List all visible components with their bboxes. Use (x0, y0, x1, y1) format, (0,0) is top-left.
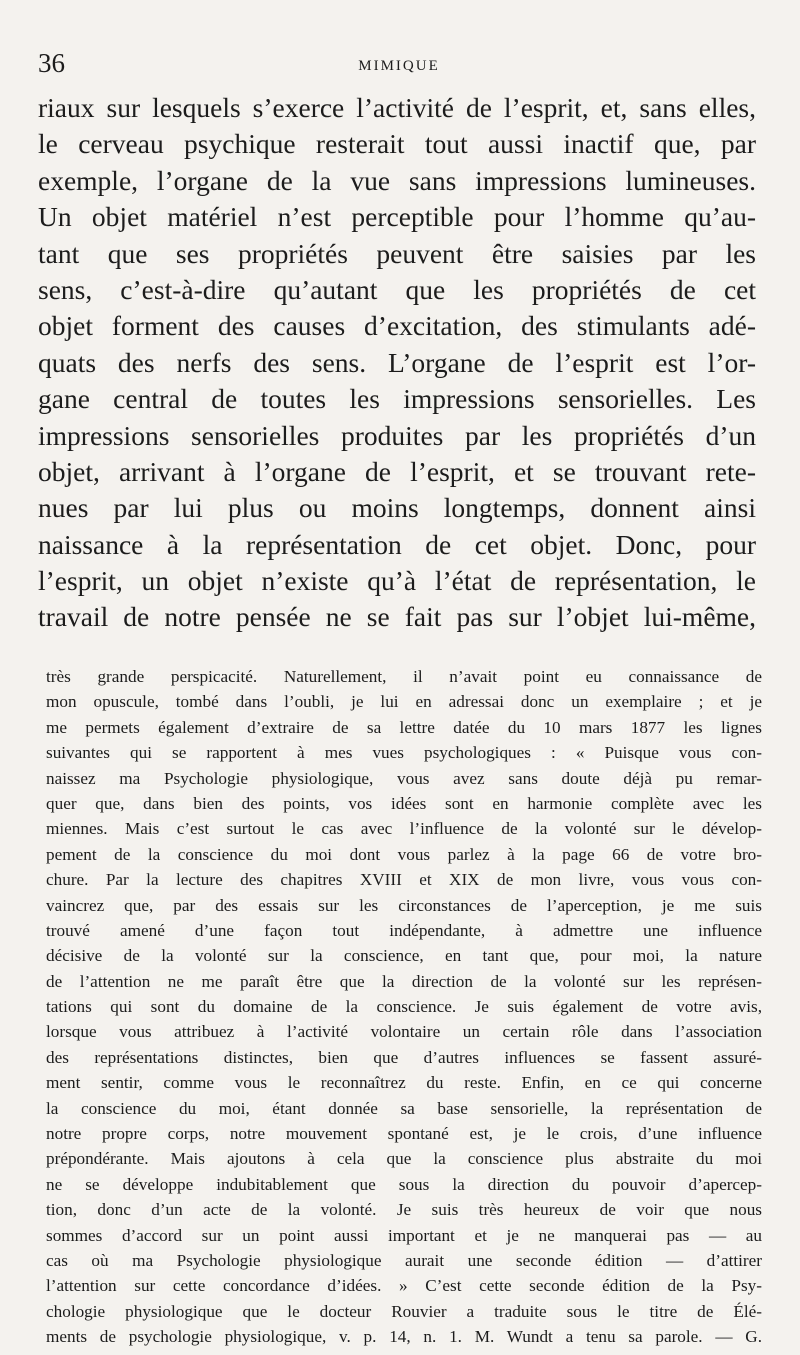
footnote-line: tations qui sont du domaine de la conscience. Je suis également de votre avis, (46, 997, 762, 1017)
footnote (46, 664, 762, 1350)
footnote-line: vaincrez que, par des essais sur les circonstances de l’aperception, je me suis (46, 895, 762, 915)
footnote-line: trouvé amené d’une façon tout indépendante, à admettre une influence (46, 920, 762, 940)
footnote-line: suivantes qui se rapportent à mes vues psychologiques : « Puisque vous con- (46, 743, 762, 763)
page-number: 36 (38, 48, 65, 78)
footnote-line: quer que, dans bien des points, vos idées sont en harmonie complète avec les (46, 793, 762, 813)
footnote-line: lorsque vous attribuez à l’activité volontaire un certain rôle dans l’association (46, 1022, 762, 1042)
text-line: Un objet matériel n’est perceptible pour l’homme qu’au- (38, 201, 756, 233)
footnote-line: l’attention sur cette concordance d’idées. » C’est cette seconde édition de la Psy- (46, 1276, 762, 1296)
text-line: objet, arrivant à l’organe de l’esprit, et se trouvant rete- (38, 455, 756, 487)
footnote-line: chure. Par la lecture des chapitres XVIII et XIX de mon livre, vous vous con- (46, 870, 762, 890)
text-line: travail de notre pensée ne se fait pas sur l’objet lui-même, (38, 601, 756, 633)
text-line: nues par lui plus ou moins longtemps, donnent ainsi (38, 492, 756, 524)
text-line: naissance à la représentation de cet objet. Donc, pour (38, 528, 756, 560)
footnote-line: sommes d’accord sur un point aussi important et je ne manquerai pas — au (46, 1225, 762, 1245)
footnote-line: des représentations distinctes, bien que d’autres influences se fassent assuré- (46, 1047, 762, 1067)
text-line: impressions sensorielles produites par les propriétés d’un (38, 419, 756, 451)
text-line: exemple, l’organe de la vue sans impressions lumineuses. (38, 164, 756, 196)
footnote-line: miennes. Mais c’est surtout le cas avec l’influence de la volonté sur le dévelop- (46, 819, 762, 839)
footnote-line: ments de psychologie physiologique, v. p. 14, n. 1. M. Wundt a tenu sa parole. — G. (46, 1327, 762, 1347)
text-line: l’esprit, un objet n’existe qu’à l’état de représentation, le (38, 565, 756, 597)
footnote-line: notre propre corps, notre mouvement spontané est, je le crois, d’une influence (46, 1124, 762, 1144)
footnote-line: de l’attention ne me paraît être que la direction de la volonté sur les représen- (46, 971, 762, 991)
running-title: MIMIQUE (358, 58, 440, 74)
main-text (38, 90, 756, 636)
footnote-line: ne se développe indubitablement que sous la direction du pouvoir d’apercep- (46, 1174, 762, 1194)
footnote-line: naissez ma Psychologie physiologique, vous avez sans doute déjà pu remar- (46, 768, 762, 788)
text-line: tant que ses propriétés peuvent être saisies par les (38, 237, 756, 269)
footnote-line: chologie physiologique que le docteur Rouvier a traduite sous le titre de Élé- (46, 1301, 762, 1321)
page-header (38, 48, 760, 84)
footnote-line: tion, donc d’un acte de la volonté. Je suis très heureux de voir que nous (46, 1200, 762, 1220)
text-line: quats des nerfs des sens. L’organe de l’esprit est l’or- (38, 346, 756, 378)
footnote-line: me permets également d’extraire de sa lettre datée du 10 mars 1877 les lignes (46, 717, 762, 737)
footnote-line: pement de la conscience du moi dont vous parlez à la page 66 de votre bro- (46, 844, 762, 864)
footnote-line: prépondérante. Mais ajoutons à cela que la conscience plus abstraite du moi (46, 1149, 762, 1169)
text-line: objet forment des causes d’excitation, des stimulants adé- (38, 310, 756, 342)
footnote-line: mon opuscule, tombé dans l’oubli, je lui en adressai donc un exemplaire ; et je (46, 692, 762, 712)
text-line: gane central de toutes les impressions sensorielles. Les (38, 383, 756, 415)
footnote-line: la conscience du moi, étant donnée sa base sensorielle, la représentation de (46, 1098, 762, 1118)
text-line: sens, c’est-à-dire qu’autant que les propriétés de cet (38, 273, 756, 305)
footnote-line: décisive de la volonté sur la conscience, en tant que, pour moi, la nature (46, 946, 762, 966)
text-line: le cerveau psychique resterait tout aussi inactif que, par (38, 128, 756, 160)
footnote-line: cas où ma Psychologie physiologique aurait une seconde édition — d’attirer (46, 1250, 762, 1270)
footnote-line: ment sentir, comme vous le reconnaîtrez du reste. Enfin, en ce qui concerne (46, 1073, 762, 1093)
text-line: riaux sur lesquels s’exerce l’activité de l’esprit, et, sans elles, (38, 92, 756, 123)
footnote-line: très grande perspicacité. Naturellement, il n’avait point eu connaissance de (46, 667, 762, 686)
